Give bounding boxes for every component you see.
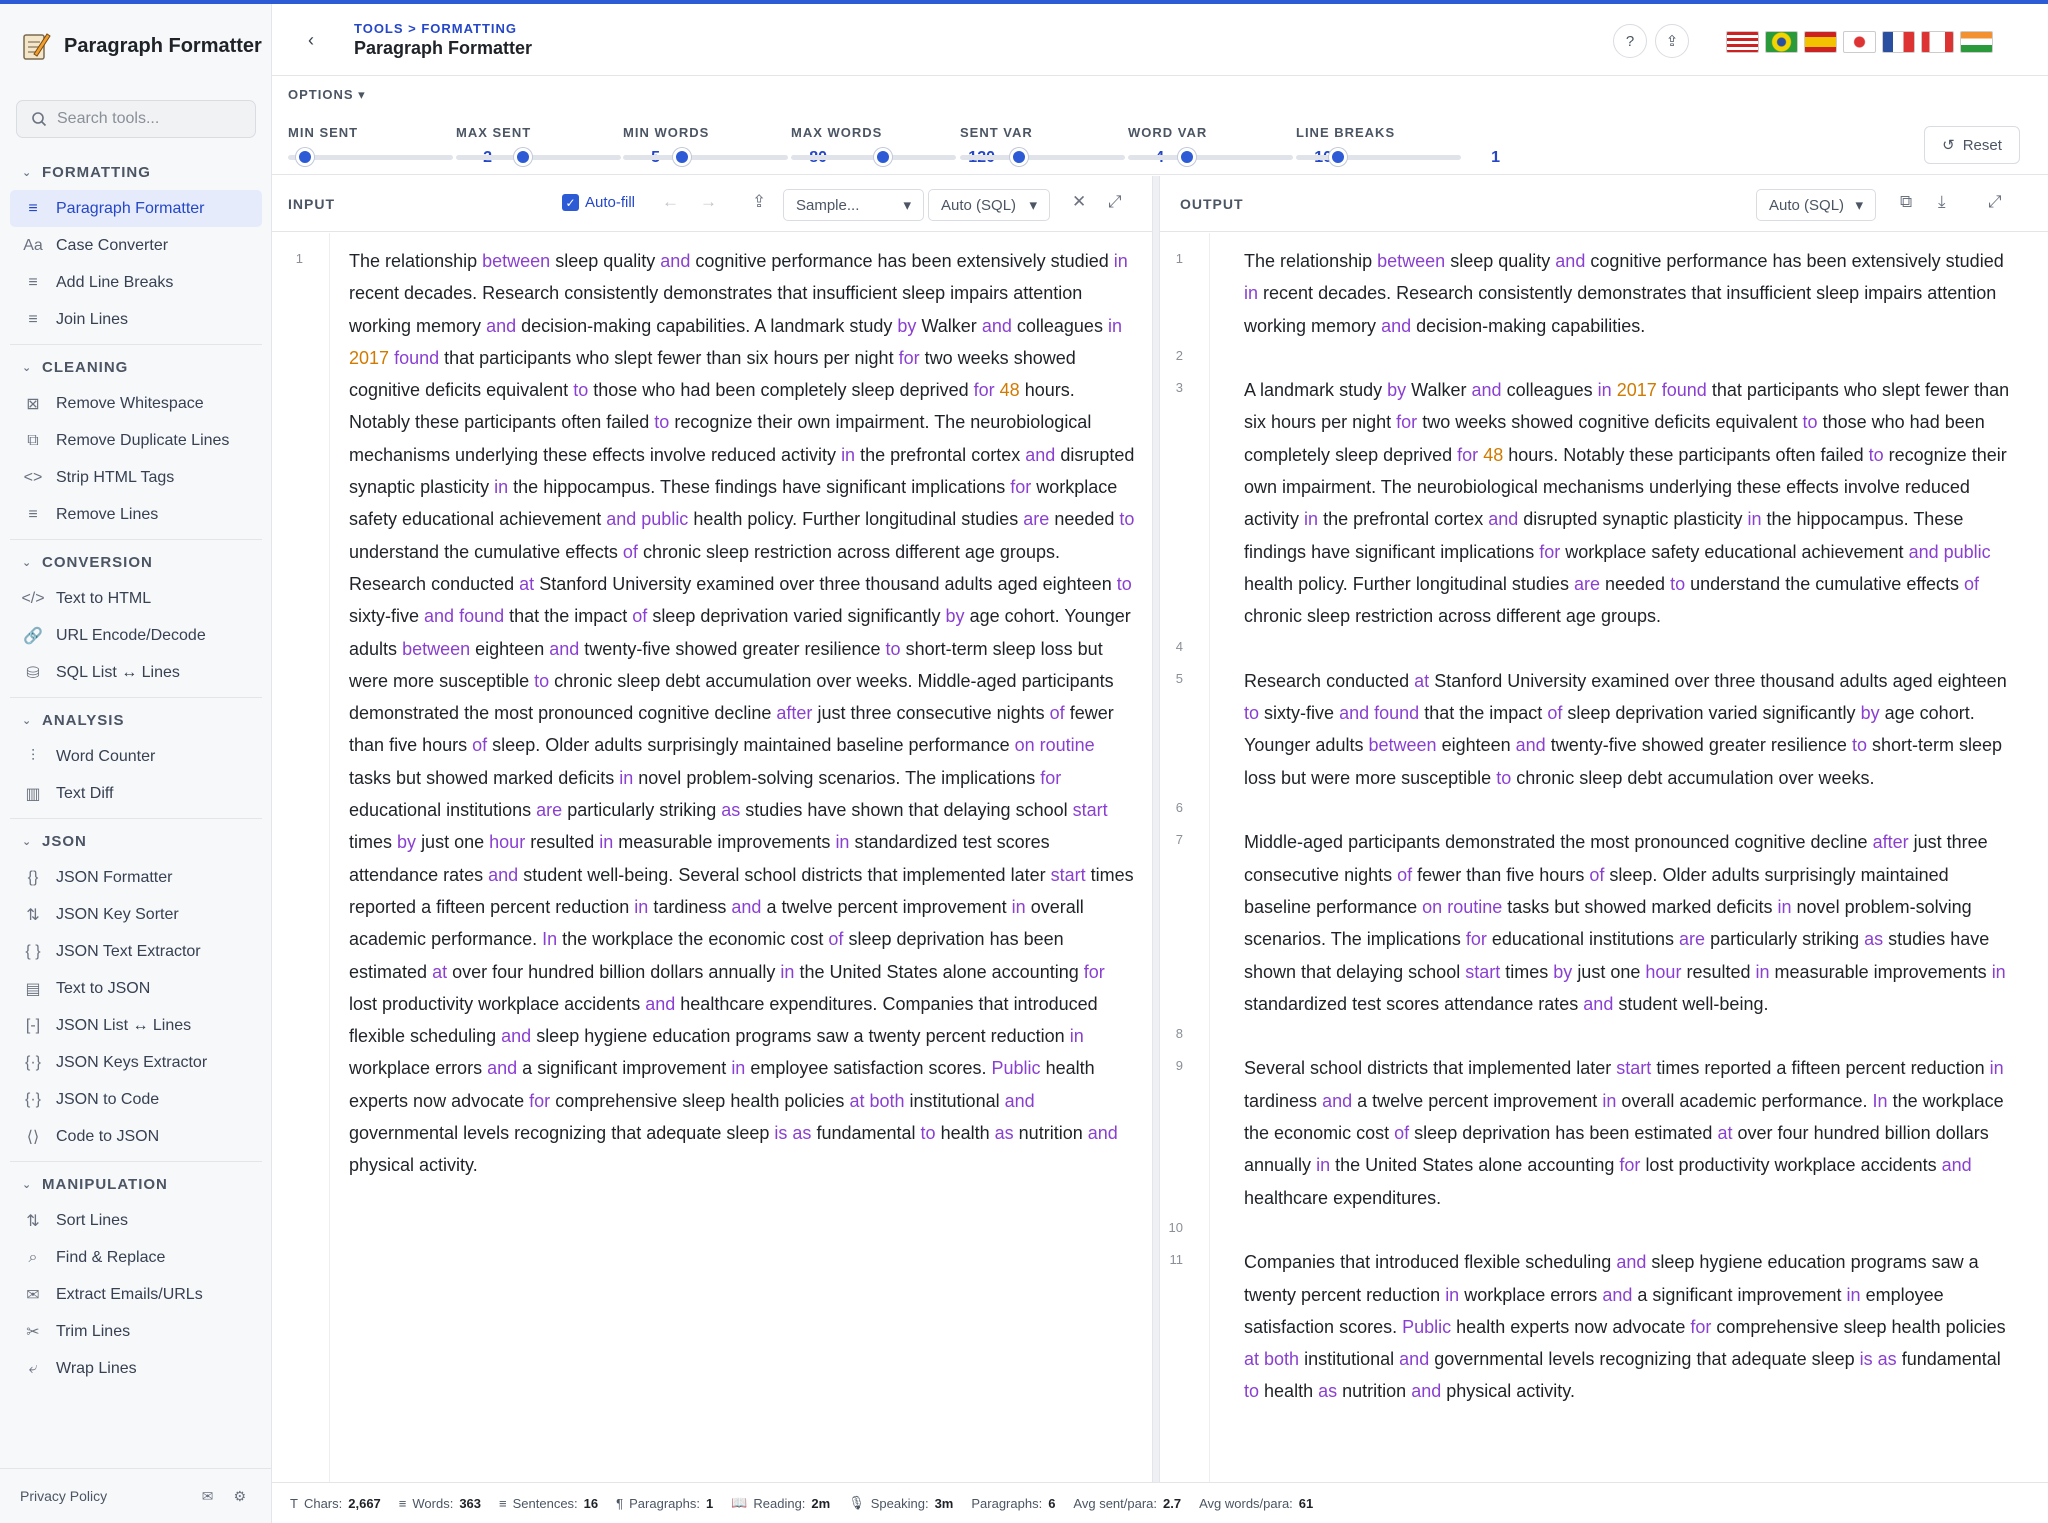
line-number-gutter (1160, 233, 1210, 1482)
blank-line (1244, 633, 2014, 665)
sidebar-item-strip-html-tags[interactable] (10, 459, 262, 496)
output-toolbar (1160, 176, 2048, 232)
notepad-pencil-icon (20, 30, 52, 62)
status-value: 363 (459, 1495, 482, 1511)
sidebar-item-remove-whitespace[interactable] (10, 385, 262, 422)
status-item (399, 1496, 481, 1511)
line-number: 6 (1175, 800, 1183, 816)
tool-icon: ✂ (26, 1323, 40, 1341)
search-icon (31, 111, 47, 127)
sidebar-item-label: Remove Lines (56, 505, 159, 523)
download-icon[interactable]: ⤓ (1938, 192, 1946, 211)
output-mode-select[interactable] (1756, 189, 1876, 221)
sidebar-item-label: JSON Key Sorter (56, 905, 179, 923)
input-editor[interactable] (272, 233, 1152, 1482)
line-number: 9 (1175, 1058, 1183, 1074)
sidebar-item-label: Trim Lines (56, 1322, 131, 1340)
slider-handle[interactable] (514, 148, 532, 166)
status-value: 2,667 (348, 1495, 381, 1511)
options-panel (272, 77, 2048, 175)
slider-label: MIN WORDS (623, 125, 710, 140)
us-flag-icon[interactable] (1726, 31, 1759, 53)
slider-handle[interactable] (296, 148, 314, 166)
reset-button[interactable] (1924, 126, 2020, 164)
blank-line (1244, 342, 2014, 374)
slider-track[interactable] (456, 155, 621, 160)
group-divider (10, 697, 262, 698)
slider-value: 1 (1491, 149, 1500, 166)
slider-track[interactable] (960, 155, 1125, 160)
status-item (1073, 1496, 1181, 1511)
line-number: 3 (1175, 380, 1183, 396)
tool-icon: ⧉ (27, 431, 39, 449)
status-icon: ≡ (499, 1495, 507, 1511)
output-title: OUTPUT (1180, 195, 1244, 212)
status-value: 6 (1048, 1495, 1056, 1511)
line-number: 10 (1168, 1219, 1183, 1235)
sidebar-item-json-list-lines[interactable] (10, 1007, 262, 1044)
status-icon: 📖 (731, 1495, 748, 1510)
autofill-label: Auto-fill (585, 194, 636, 211)
status-item (290, 1496, 381, 1511)
slider-track[interactable] (623, 155, 788, 160)
check-icon: ✓ (562, 194, 579, 211)
status-item (848, 1495, 953, 1511)
chevron-down-icon: ⌄ (22, 1178, 33, 1191)
nav-group (10, 702, 262, 812)
status-label: Chars: (303, 1495, 343, 1511)
share-button[interactable] (1655, 24, 1689, 58)
tool-icon: ⤶ (28, 1359, 38, 1377)
reset-label: Reset (1962, 136, 2002, 154)
nav-group-title: CLEANING (42, 358, 129, 376)
tool-icon: ▤ (25, 980, 41, 998)
reset-icon: ↺ (1942, 137, 1955, 154)
back-chevron-icon[interactable]: ‹ (308, 30, 314, 50)
tool-icon: ≡ (28, 505, 38, 523)
status-value: 3m (934, 1495, 954, 1511)
status-item (616, 1496, 713, 1511)
expand-icon[interactable]: ⤢ (1988, 192, 2002, 211)
input-mode-select[interactable] (928, 189, 1050, 221)
tool-icon: {·} (24, 1090, 41, 1108)
sidebar-item-label: SQL List ↔ Lines (56, 663, 180, 681)
language-switcher (1726, 31, 1993, 53)
status-value: 16 (583, 1495, 599, 1511)
sidebar-item-label: JSON to Code (56, 1090, 160, 1108)
nav-group (10, 349, 262, 533)
sidebar-item-label: Join Lines (56, 310, 129, 328)
line-number: 2 (1175, 347, 1183, 363)
page-title: Paragraph Formatter (354, 38, 533, 58)
help-button[interactable] (1613, 24, 1647, 58)
output-paragraph: Companies that introduced flexible scheduling and sleep hygiene education programs saw a twenty percent reduction in workplace errors and a significant improvement in employee satisfaction scores. Public health experts now advocate for comprehensive sleep health policies at both institutional and governmental levels recognizing that adequate sleep is as fundamental to health as nutrition and physical activity. (1244, 1252, 2006, 1402)
sidebar-item-text-to-json[interactable] (10, 970, 262, 1007)
tool-icon: {} (27, 868, 39, 886)
sidebar-item-label: Strip HTML Tags (56, 468, 175, 486)
status-value: 2m (811, 1495, 831, 1511)
sidebar-item-label: Extract Emails/URLs (56, 1285, 203, 1303)
upload-file-icon[interactable]: ⇪ (752, 192, 767, 211)
sidebar-item-extract-emails-urls[interactable] (10, 1276, 262, 1313)
slider-handle[interactable] (1329, 148, 1347, 166)
clear-icon[interactable]: ✕ (1072, 192, 1087, 211)
sidebar-item-label: Add Line Breaks (56, 273, 174, 291)
tool-icon: <> (23, 468, 43, 486)
upload-icon: ⇪ (1665, 33, 1679, 50)
sidebar-item-add-line-breaks[interactable] (10, 264, 262, 301)
nav-group-title: FORMATTING (42, 163, 151, 181)
sidebar-item-join-lines[interactable] (10, 301, 262, 338)
slider-label: WORD VAR (1128, 125, 1208, 140)
tool-icon: ⇅ (26, 1212, 40, 1230)
chevron-down-icon: ⌄ (22, 166, 33, 179)
sidebar-item-label: URL Encode/Decode (56, 626, 206, 644)
sidebar-item-json-keys-extractor[interactable] (10, 1044, 262, 1081)
breadcrumb[interactable]: TOOLS > FORMATTING (354, 21, 518, 36)
output-paragraph: Several school districts that implemented later start times reported a fifteen percent reduction in tardiness and a twelve percent improvement in overall academic performance. In the workplace the economic cost of sleep deprivation has been estimated at over four hundred billion dollars annually in the United States alone accounting for lost productivity workplace accidents and healthcare expenditures. (1244, 1058, 2004, 1208)
input-text[interactable]: The relationship between sleep quality and cognitive performance has been extensively studied in recent decades. Research consistently demonstrates that insufficient sleep impairs attention working memory and decision-making capabilities. A landmark study by Walker and colleagues in 2017 found that participants who slept fewer than six hours per night for two weeks showed cognitive deficits equivalent to those who had been completely sleep deprived for 48 hours. Notably these participants often failed to recognize their own impairment. The neurobiological mechanisms underlying these effects involve reduced activity in the prefrontal cortex and disrupted synaptic plasticity in the hippocampus. These findings have significant implications for workplace safety educational achievement and public health policy. Further longitudinal studies are needed to understand the cumulative effects of chronic sleep restriction across different age groups. Research conducted at Stanford University examined over three thousand adults aged eighteen to sixty-five and found that the impact of sleep deprivation varied significantly by age cohort. Younger adults between eighteen and twenty-five showed greater resilience to short-term sleep loss but were more susceptible to chronic sleep debt accumulation over weeks. Middle-aged participants demonstrated the most pronounced cognitive decline after just three consecutive nights of fewer than five hours of sleep. Older adults surprisingly maintained baseline performance on routine tasks but showed marked deficits in novel problem-solving scenarios. The implications for educational institutions are particularly striking as studies have shown that delaying school start times by just one hour resulted in measurable improvements in standardized test scores attendance rates and student well-being. Several school districts that implemented later start times reported a fifteen percent reduction in tardiness and a twelve percent improvement in overall academic performance. In the workplace the economic cost of sleep deprivation has been estimated at over four hundred billion dollars annually in the United States alone accounting for lost productivity workplace accidents and healthcare expenditures. Companies that introduced flexible scheduling and sleep hygiene education programs saw a twenty percent reduction in workplace errors and a significant improvement in employee satisfaction scores. Public health experts now advocate for comprehensive sleep health policies at both institutional and governmental levels recognizing that adequate sleep is as fundamental to health as nutrition and physical activity. (349, 251, 1135, 1176)
header (272, 4, 2048, 76)
nav-group (10, 154, 262, 338)
blank-line (1244, 1214, 2014, 1246)
slider-label: MAX SENT (456, 125, 532, 140)
nav-group-header[interactable] (10, 154, 262, 190)
india-flag-icon[interactable] (1960, 31, 1993, 53)
options-toggle[interactable]: OPTIONS ▾ (288, 87, 366, 102)
status-icon: ≡ (398, 1495, 407, 1511)
tool-icon: ≡ (28, 310, 38, 328)
tool-icon: ⟨⟩ (26, 1128, 40, 1146)
tool-icon: ✉ (26, 1286, 40, 1304)
brazil-flag-icon[interactable] (1765, 31, 1798, 53)
tool-icon: ≡ (28, 199, 38, 217)
tool-icon: ▥ (25, 785, 41, 803)
slider-line-breaks[interactable] (1296, 125, 1500, 166)
expand-icon[interactable]: ⤢ (1108, 192, 1122, 211)
line-number-gutter (272, 233, 330, 1482)
sidebar-item-label: Find & Replace (56, 1248, 166, 1266)
redo-arrow-icon[interactable]: → (700, 192, 717, 211)
nav-group-title: CONVERSION (42, 553, 153, 571)
chevron-down-icon: ⌄ (22, 835, 33, 848)
japan-flag-icon[interactable] (1843, 31, 1876, 53)
status-label: Avg sent/para: (1073, 1495, 1158, 1511)
tool-icon: ⊠ (26, 395, 40, 413)
sidebar-item-label: JSON List ↔ Lines (56, 1016, 192, 1034)
status-icon: ¶ (616, 1495, 624, 1511)
output-paragraph: Research conducted at Stanford University examined over three thousand adults aged eighteen to sixty-five and found that the impact of sleep deprivation varied significantly by age cohort. Younger adults between eighteen and twenty-five showed greater resilience to short-term sleep loss but were more susceptible to chronic sleep debt accumulation over weeks. (1244, 670, 2007, 788)
output-paragraph: The relationship between sleep quality and cognitive performance has been extensively studied in recent decades. Research consistently demonstrates that insufficient sleep impairs attention working memory and decision-making capabilities. (1244, 251, 2004, 336)
status-icon: T (290, 1495, 298, 1511)
tool-icon: [-] (25, 1016, 41, 1034)
sidebar-item-json-to-code[interactable] (10, 1081, 262, 1118)
sidebar-item-label: Word Counter (56, 747, 156, 765)
output-paragraph: A landmark study by Walker and colleagues in 2017 found that participants who slept fewer than six hours per night for two weeks showed cognitive deficits equivalent to those who had been completely sleep deprived for 48 hours. Notably these participants often failed to recognize their own impairment. The neurobiological mechanisms underlying these effects involve reduced activity in the prefrontal cortex and disrupted synaptic plasticity in the hippocampus. These findings have significant implications for workplace safety educational achievement and public health policy. Further longitudinal studies are needed to understand the cumulative effects of chronic sleep restriction across different age groups. (1244, 380, 2010, 627)
status-label: Words: (412, 1495, 454, 1511)
group-divider (10, 344, 262, 345)
france-flag-icon[interactable] (1882, 31, 1915, 53)
canada-flag-icon[interactable] (1921, 31, 1954, 53)
brand[interactable] (20, 30, 262, 62)
chevron-down-icon: ▾ (1855, 197, 1863, 214)
line-number: 1 (295, 251, 303, 266)
sidebar-item-label: Case Converter (56, 236, 169, 254)
tool-icon: ⫶ (30, 747, 35, 765)
slider-track[interactable] (1128, 155, 1293, 160)
group-divider (10, 539, 262, 540)
status-label: Paragraphs: (629, 1495, 700, 1511)
tool-icon: ≡ (28, 273, 38, 291)
sidebar-item-text-diff[interactable] (10, 775, 262, 812)
copy-icon[interactable]: ⧉ (1900, 192, 1913, 211)
status-bar (272, 1482, 2048, 1523)
nav-group (10, 544, 262, 691)
line-number: 1 (1175, 251, 1183, 266)
status-item (499, 1496, 598, 1511)
tool-icon: ⛁ (26, 664, 40, 682)
sidebar-item-sort-lines[interactable] (10, 1202, 262, 1239)
tool-icon: { } (25, 942, 41, 960)
nav-group-header[interactable] (10, 544, 262, 580)
sidebar-item-label: Code to JSON (56, 1127, 160, 1145)
slider-handle[interactable] (1178, 148, 1196, 166)
input-toolbar (272, 176, 1152, 232)
nav-group-header[interactable] (10, 702, 262, 738)
search-box[interactable] (16, 100, 256, 138)
status-value: 2.7 (1163, 1495, 1182, 1511)
chevron-down-icon: ⌄ (22, 714, 33, 727)
sidebar-item-code-to-json[interactable] (10, 1118, 262, 1155)
blank-line (1244, 794, 2014, 826)
nav-group-header[interactable] (10, 1166, 262, 1202)
line-number: 4 (1175, 638, 1183, 654)
slider-handle[interactable] (874, 148, 892, 166)
status-icon: 🎙 (848, 1495, 865, 1510)
tool-icon: 🔗 (23, 627, 43, 645)
input-mode-value: Auto (SQL) (941, 196, 1017, 214)
line-number: 5 (1175, 670, 1183, 686)
nav-group-header[interactable] (10, 823, 262, 859)
nav-group-header[interactable] (10, 349, 262, 385)
sidebar-item-case-converter[interactable] (10, 227, 262, 264)
sidebar-item-label: Text Diff (56, 784, 114, 802)
output-text[interactable] (1244, 245, 2014, 1408)
tool-nav (10, 154, 262, 1389)
status-label: Sentences: (512, 1495, 578, 1511)
tool-icon: Aa (23, 236, 43, 254)
slider-handle[interactable] (673, 148, 691, 166)
sample-select[interactable] (783, 189, 924, 221)
chevron-down-icon: ⌄ (22, 556, 33, 569)
nav-group-title: JSON (42, 832, 87, 850)
sidebar-item-wrap-lines[interactable] (10, 1350, 262, 1387)
nav-group-title: MANIPULATION (42, 1175, 168, 1193)
pane-resize-handle[interactable] (1152, 176, 1160, 1482)
sidebar-item-url-encode-decode[interactable] (10, 617, 262, 654)
sidebar-item-remove-lines[interactable] (10, 496, 262, 533)
tool-icon: ⇅ (26, 906, 40, 924)
output-paragraph: Middle-aged participants demonstrated the most pronounced cognitive decline after just three consecutive nights of fewer than five hours of sleep. Older adults surprisingly maintained baseline performance on routine tasks but showed marked deficits in novel problem-solving scenarios. The implications for educational institutions are particularly striking as studies have shown that delaying school start times by just one hour resulted in measurable improvements in standardized test scores attendance rates and student well-being. (1244, 832, 2006, 1014)
line-number: 11 (1169, 1252, 1183, 1268)
line-number: 8 (1175, 1026, 1183, 1042)
status-label: Reading: (753, 1495, 806, 1511)
slider-label: MAX WORDS (791, 125, 883, 140)
sidebar-item-remove-duplicate-lines[interactable] (10, 422, 262, 459)
nav-group-title: ANALYSIS (42, 711, 125, 729)
spain-flag-icon[interactable] (1804, 31, 1837, 53)
nav-group (10, 823, 262, 1155)
sidebar-item-label: JSON Keys Extractor (56, 1053, 208, 1071)
slider-track[interactable] (1296, 155, 1461, 160)
sidebar-item-text-to-html[interactable] (10, 580, 262, 617)
sidebar-item-json-formatter[interactable] (10, 859, 262, 896)
sample-select-value: Sample... (796, 196, 860, 214)
status-item (971, 1496, 1055, 1511)
group-divider (10, 818, 262, 819)
sidebar-item-label: Remove Duplicate Lines (56, 431, 230, 449)
sidebar-item-json-key-sorter[interactable] (10, 896, 262, 933)
line-number: 7 (1175, 832, 1183, 848)
sidebar-item-trim-lines[interactable] (10, 1313, 262, 1350)
status-item (1199, 1496, 1313, 1511)
status-label: Speaking: (870, 1495, 929, 1511)
sidebar-item-label: JSON Text Extractor (56, 942, 201, 960)
undo-arrow-icon[interactable]: ← (662, 192, 679, 211)
chevron-down-icon: ⌄ (22, 361, 33, 374)
slider-label: MIN SENT (288, 125, 359, 140)
sidebar-item-label: Text to HTML (56, 589, 152, 607)
status-item (731, 1495, 830, 1511)
chevron-down-icon: ▾ (1029, 197, 1037, 214)
sidebar-item-paragraph-formatter[interactable] (10, 190, 262, 227)
tool-icon: </> (21, 589, 45, 607)
sidebar-item-label: Wrap Lines (56, 1359, 137, 1377)
privacy-policy-link[interactable]: Privacy Policy (20, 1488, 108, 1504)
tool-icon: ⌕ (28, 1248, 38, 1266)
nav-group (10, 1166, 262, 1387)
sidebar-item-sql-list-lines[interactable] (10, 654, 262, 691)
sidebar-item-label: JSON Formatter (56, 868, 173, 886)
gear-icon[interactable]: ⚙ (233, 1487, 246, 1504)
sidebar-item-word-counter[interactable] (10, 738, 262, 775)
group-divider (10, 1161, 262, 1162)
sidebar-item-label: Paragraph Formatter (56, 199, 205, 217)
sidebar-footer (0, 1468, 272, 1523)
slider-handle[interactable] (1010, 148, 1028, 166)
slider-label: SENT VAR (960, 125, 1033, 140)
autofill-checkbox[interactable] (562, 194, 635, 211)
chevron-down-icon: ▾ (903, 197, 911, 214)
output-mode-value: Auto (SQL) (1769, 196, 1845, 214)
mail-icon[interactable]: ✉ (201, 1487, 214, 1504)
status-value: 1 (705, 1495, 714, 1511)
app-name: Paragraph Formatter (64, 34, 262, 57)
sidebar-item-find-replace[interactable] (10, 1239, 262, 1276)
sidebar-item-label: Text to JSON (56, 979, 151, 997)
sidebar-item-json-text-extractor[interactable] (10, 933, 262, 970)
sidebar (0, 4, 272, 1523)
search-input[interactable] (57, 110, 237, 128)
output-editor[interactable] (1160, 233, 2036, 1482)
sidebar-item-label: Remove Whitespace (56, 394, 204, 412)
input-title: INPUT (288, 195, 335, 212)
blank-line (1244, 1020, 2014, 1052)
status-value: 61 (1298, 1495, 1314, 1511)
tool-icon: {·} (24, 1053, 41, 1071)
sidebar-item-label: Sort Lines (56, 1211, 129, 1229)
question-icon: ? (1625, 32, 1635, 50)
status-label: Avg words/para: (1199, 1495, 1293, 1511)
status-label: Paragraphs: (971, 1495, 1043, 1511)
slider-label: LINE BREAKS (1296, 125, 1396, 140)
